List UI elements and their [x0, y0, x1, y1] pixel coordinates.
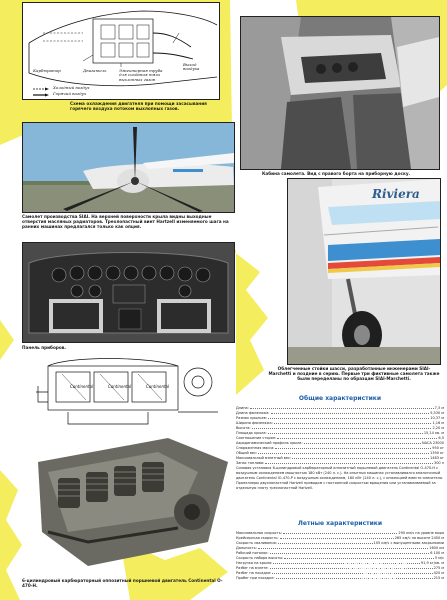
caption-cooling: Схема охлаждения двигателя при помощи засасывания горячего воздуха потоком выхлопных газов. — [70, 101, 207, 111]
svg-text:Continental: Continental — [146, 384, 170, 389]
engine-photo — [28, 432, 233, 570]
spec-value: 1390 кг — [430, 451, 444, 455]
engine-line-drawing — [28, 352, 233, 432]
spec-label: Длина: — [236, 406, 249, 410]
spec-value: 1,16 м — [432, 421, 444, 425]
spec-label: Соотношение сторон: — [236, 436, 277, 440]
spec-value: 10,37 м — [430, 416, 444, 420]
dot-leader — [258, 548, 428, 549]
legend-hot-air: Горячий воздух — [53, 91, 87, 96]
instrument-panel-photo — [22, 242, 235, 343]
spec-label: Разбег на взлете: — [236, 566, 269, 570]
dot-leader — [250, 408, 434, 409]
dot-leader — [268, 418, 429, 419]
dot-leader — [292, 458, 429, 459]
label-air-outlet: Выход воздуха — [183, 62, 200, 72]
svg-text:Continental: Continental — [108, 384, 132, 389]
spec-value: 420 м — [433, 571, 444, 575]
caption-cabin: Кабина самолета. Вид с правого борта на приборную доску. — [262, 171, 411, 176]
spec-label: Площадь крыла: — [236, 431, 267, 435]
dot-leader — [276, 578, 433, 579]
flight-spec-row — [236, 576, 444, 581]
spec-value: 6 100 м — [430, 551, 444, 555]
caption-engine: 6-цилиндровый карбюраторный оппозитный поршневой двигатель Continental O-470-H. — [22, 578, 223, 588]
spec-label: Дальность: — [236, 546, 257, 550]
dot-leader — [274, 423, 432, 424]
spec-value: 215 м — [433, 576, 444, 580]
dot-leader — [265, 463, 433, 464]
watermark-line1: МОДЕЛЬНАЯ — [344, 562, 408, 571]
dot-leader — [268, 433, 423, 434]
spec-label: Снаряженная масса: — [236, 446, 275, 450]
spec-label: Скорость набора высоты: — [236, 556, 284, 560]
spec-label: Нагрузка на крыло: — [236, 561, 273, 565]
caption-panel: Панель приборов. — [22, 345, 66, 350]
spec-label: Аэродинамический профиль крыла: — [236, 441, 303, 445]
spec-value: 5 м/с — [434, 556, 444, 560]
spec-value: 275 м — [433, 566, 444, 570]
spec-value: 91,9 кг/кв. м — [420, 561, 444, 565]
spec-label: Максимальный взлетный вес: — [236, 456, 292, 460]
dot-leader — [258, 453, 429, 454]
caption-airplane: Самолет производства SIAI. На верхней поверхности крыла видны выходные отверстия масляных радиаторов. Трехлопастный винт Hartzell изменяемого шага на ранних машинах предлагался только как опция. — [22, 214, 229, 229]
airplane-photo — [22, 122, 235, 213]
spec-value: 15,14 кв. м — [423, 431, 444, 435]
legend-cold-air: Холодный воздух — [53, 85, 90, 90]
spec-label: Размах крыльев: — [236, 416, 267, 420]
label-exhaust-pipe: Эжекторная труба для создания тяги выхлопных газов — [119, 68, 163, 82]
spec-value: 290 км/ч на уровне моря — [398, 531, 444, 535]
spec-label: Рабочий потолок: — [236, 551, 269, 555]
spec-value: 5,530 м — [430, 411, 444, 415]
dot-leader — [304, 443, 421, 444]
spec-value: 1483 кг — [430, 456, 444, 460]
spec-label: Ширина фюзеляжа: — [236, 421, 273, 425]
label-carburetor: Карбюратор — [33, 68, 61, 73]
spec-label: Высота: — [236, 426, 251, 430]
spec-value: 300 л — [433, 461, 444, 465]
dot-leader — [280, 538, 394, 539]
heading-general: Общие характеристики — [298, 395, 382, 402]
svg-text:Continental: Continental — [70, 384, 94, 389]
powerplant-paragraph: Силовая установка 6-цилиндровый карбюраторный оппозитный поршневой двигатель Continental O-470-H с воздушным охлаждением мощностью 180 кВт (240 л. с.). На опытных машинах устанавливался аналогичный двигатель Continental IO-470-P с воздушным охлаждением, 180 кВт (240 л. с.), с инжекцией вместо смесителя. Пропеллеры двухлопастной Hartzell приводом с постоянной скоростью вращения или устанавливаемый за отдельную плату трехлопастной Hartzell. — [236, 466, 444, 490]
spec-label: Общий вес: — [236, 451, 258, 455]
spec-value: 6,5 — [438, 436, 444, 440]
spec-value: 950 кг — [432, 446, 444, 450]
watermark-site: www.modelbox.ru — [364, 584, 408, 589]
flight-specs-list — [236, 531, 444, 581]
spec-label: Крейсерская скорость: — [236, 536, 279, 540]
dot-leader — [271, 413, 430, 414]
dot-leader — [277, 438, 437, 439]
dot-leader — [270, 553, 430, 554]
label-engine: Двигатель — [83, 68, 107, 73]
spec-value: NACA 23000 — [421, 441, 444, 445]
dot-leader — [284, 558, 434, 559]
dot-leader — [283, 533, 397, 534]
spec-value: 265 км/ч на высоте 2450 м — [394, 536, 444, 540]
spec-value: 2,20 м — [432, 426, 444, 430]
spec-label: Пробег при посадке: — [236, 576, 275, 580]
spec-value: 1600 км — [429, 546, 444, 550]
spec-value: 105 км/ч с выпущенными закрылками — [373, 541, 444, 545]
spec-value: 7,3 м — [434, 406, 444, 410]
heading-flight: Летные характеристики — [297, 520, 383, 527]
general-specs-list — [236, 406, 444, 491]
spec-label: Разбег на посадке: — [236, 571, 272, 575]
spec-label: Максимальная скорость: — [236, 531, 282, 535]
caption-gear: Облегченные стойки шасси, разработанные инженерами SIAI-Marchetti и поздние в серию. Первые три фиктивные самолета также были переделаны по образцам SIAI-Marchetti. — [268, 366, 440, 381]
spec-label: Запас топлива: — [236, 461, 265, 465]
landing-gear-photo — [287, 178, 441, 365]
riviera-logo: Riviera — [372, 187, 420, 201]
watermark-line2: ЛАВКА — [362, 572, 397, 581]
spec-label: Скорость сваливания: — [236, 541, 277, 545]
dot-leader — [252, 428, 432, 429]
cabin-photo — [240, 16, 440, 170]
dot-leader — [278, 543, 373, 544]
dot-leader — [275, 448, 431, 449]
spec-label: Длина фюзеляжа: — [236, 411, 270, 415]
dot-leader — [272, 573, 432, 574]
cooling-diagram — [22, 2, 220, 100]
